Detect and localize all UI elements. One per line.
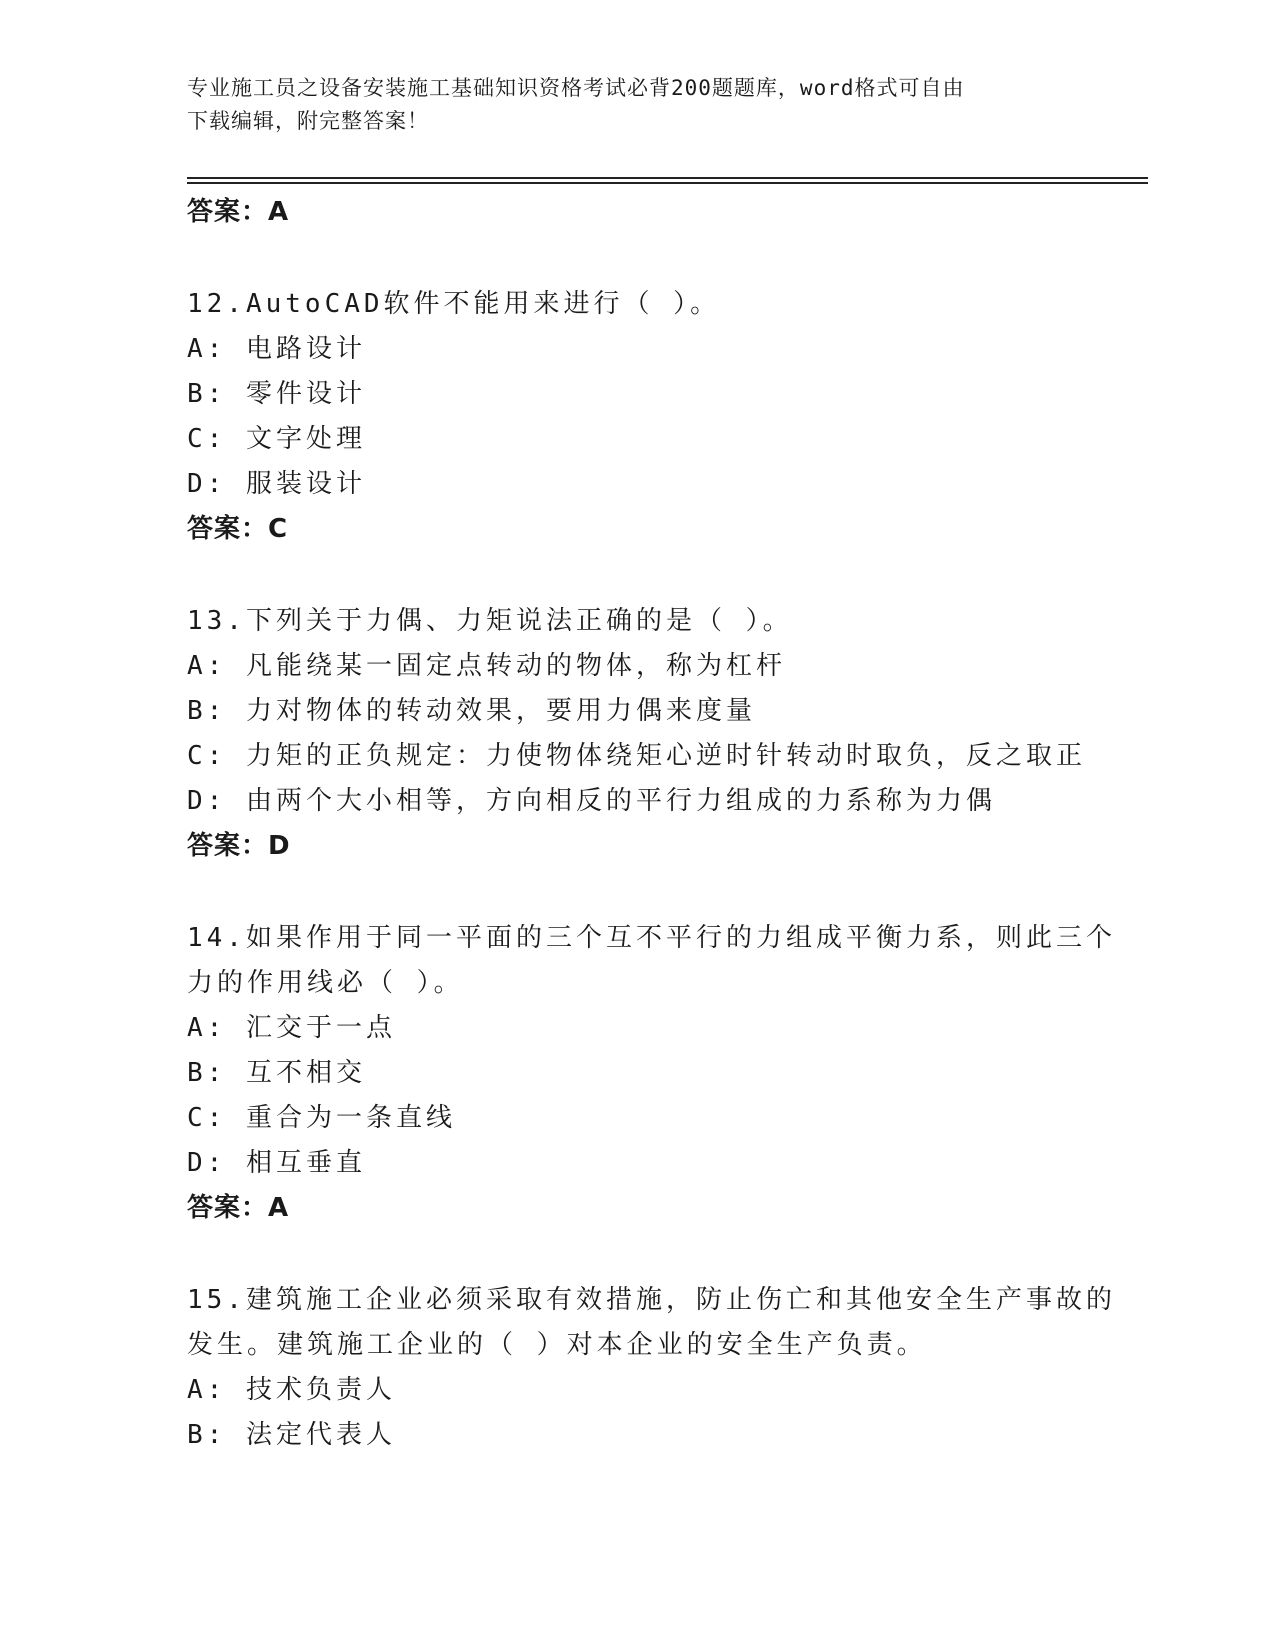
question-13 — [187, 599, 1147, 868]
question-14 — [187, 916, 1147, 1230]
option-b: B: 法定代表人 — [187, 1420, 396, 1450]
header-line-1: 专业施工员之设备安装施工基础知识资格考试必背200题题库，word格式可自由 — [187, 76, 965, 100]
option-b: B: 力对物体的转动效果，要用力偶来度量 — [187, 696, 756, 726]
spacer — [187, 234, 1147, 282]
question-text-line-2: 发生。建筑施工企业的（ ）对本企业的安全生产负责。 — [187, 1330, 927, 1360]
question-12 — [187, 282, 1147, 551]
spacer — [187, 551, 1147, 599]
answer-line: 答案：A — [187, 197, 290, 227]
question-15 — [187, 1278, 1147, 1458]
answer-line: 答案：D — [187, 831, 291, 861]
option-c: C: 文字处理 — [187, 424, 366, 454]
question-text: 12.AutoCAD软件不能用来进行（ ）。 — [187, 289, 721, 319]
question-text-line-1: 14.如果作用于同一平面的三个互不平行的力组成平衡力系，则此三个 — [187, 923, 1116, 953]
option-b: B: 互不相交 — [187, 1058, 366, 1088]
header-rule-bottom — [187, 182, 1148, 184]
header-line-2: 下载编辑，附完整答案！ — [187, 109, 429, 133]
answer-line: 答案：C — [187, 514, 289, 544]
question-text: 13.下列关于力偶、力矩说法正确的是（ ）。 — [187, 606, 793, 636]
option-a: A: 电路设计 — [187, 334, 366, 364]
spacer — [187, 868, 1147, 916]
option-b: B: 零件设计 — [187, 379, 366, 409]
option-c: C: 重合为一条直线 — [187, 1103, 456, 1133]
question-text-line-1: 15.建筑施工企业必须采取有效措施，防止伤亡和其他安全生产事故的 — [187, 1285, 1116, 1315]
option-d: D: 服装设计 — [187, 469, 366, 499]
option-a: A: 汇交于一点 — [187, 1013, 396, 1043]
option-a: A: 凡能绕某一固定点转动的物体，称为杠杆 — [187, 651, 786, 681]
option-a: A: 技术负责人 — [187, 1375, 396, 1405]
question-text-line-2: 力的作用线必（ ）。 — [187, 968, 464, 998]
header-rule-top — [187, 177, 1148, 179]
document-header — [187, 72, 1087, 138]
answer-line: 答案：A — [187, 1193, 290, 1223]
option-c: C: 力矩的正负规定：力使物体绕矩心逆时针转动时取负，反之取正 — [187, 741, 1086, 771]
option-d: D: 由两个大小相等，方向相反的平行力组成的力系称为力偶 — [187, 786, 996, 816]
question-list — [187, 190, 1147, 1458]
option-d: D: 相互垂直 — [187, 1148, 366, 1178]
spacer — [187, 1230, 1147, 1278]
